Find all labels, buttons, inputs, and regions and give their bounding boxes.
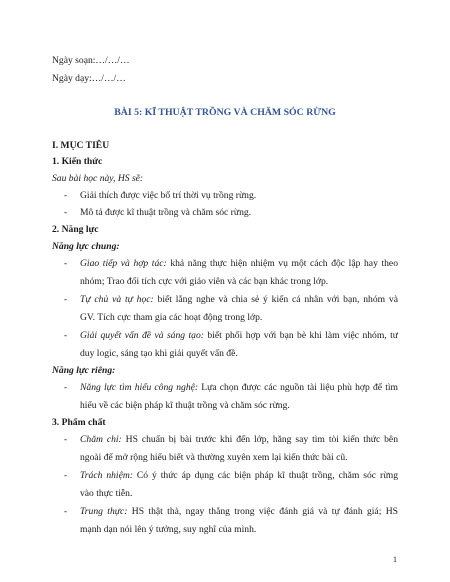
- item-label: Trung thực:: [80, 506, 128, 517]
- nang-luc-chung-item-line1: [80, 330, 398, 342]
- bullet-dash: -: [64, 258, 68, 269]
- pham-chat-item-line2: mạnh dạn nói lên ý tưởng, suy nghĩ của mình.: [80, 524, 257, 535]
- bullet-dash: -: [64, 330, 68, 341]
- item-label: Chăm chỉ:: [80, 434, 122, 445]
- bullet-dash: -: [64, 294, 68, 305]
- item-label: Giải quyết vấn đề và sáng tạo:: [80, 330, 204, 341]
- bullet-dash: -: [64, 207, 68, 218]
- nang-luc-chung-item-line1: [80, 294, 398, 306]
- pham-chat-item-line2: vào thực tiễn.: [80, 488, 133, 499]
- kien-thuc-intro: Sau bài học này, HS sẽ:: [52, 173, 144, 184]
- nang-luc-chung-item-line2: duy logic, sáng tạo khi giải quyết vấn đề.: [80, 348, 238, 359]
- bullet-dash: -: [64, 382, 68, 393]
- ngay-day: Ngày dạy:…/…/…: [52, 73, 126, 84]
- pham-chat-item-line1: [80, 434, 398, 446]
- bullet-dash: -: [64, 470, 68, 481]
- item-text: biết lắng nghe và chia sẻ ý kiến cá nhân với bạn, nhóm và: [153, 294, 398, 305]
- pham-chat-item-line1: [80, 506, 398, 518]
- item-label: Giao tiếp và hợp tác:: [80, 258, 167, 269]
- item-label: Tự chủ và tự học:: [80, 294, 154, 305]
- subsection-heading-kien-thuc: 1. Kiến thức: [52, 156, 103, 167]
- nang-luc-rieng-item-line2: hiểu về các biện pháp kĩ thuật trồng và chăm sóc rừng.: [80, 400, 290, 411]
- item-text: HS thật thà, ngay thẳng trong việc đánh giá và tự đánh giá; HS: [127, 506, 398, 517]
- item-text: HS chuẩn bị bài trước khi đến lớp, hăng say tìm tòi kiến thức bên: [121, 434, 398, 445]
- ngay-soan: Ngày soạn:…/…/…: [52, 55, 130, 66]
- pham-chat-item-line1: [80, 470, 398, 482]
- item-label: Năng lực tìm hiểu công nghệ:: [80, 382, 199, 393]
- kien-thuc-item: Mô tả được kĩ thuật trồng và chăm sóc rừng.: [80, 207, 252, 218]
- nang-luc-chung-item-line2: nhóm; Trao đổi tích cực với giáo viên và các bạn khác trong lớp.: [80, 276, 329, 287]
- item-text: biết phối hợp với bạn bè khi làm việc nhóm, tư: [203, 330, 398, 341]
- nang-luc-chung-heading: Năng lực chung:: [52, 241, 120, 252]
- subsection-heading-pham-chat: 3. Phẩm chất: [52, 417, 106, 428]
- item-text: Có ý thức áp dụng các biện pháp kĩ thuật trồng, chăm sóc rừng: [132, 470, 398, 481]
- lesson-title: BÀI 5: KĨ THUẬT TRỒNG VÀ CHĂM SÓC RỪNG: [114, 107, 336, 118]
- subsection-heading-nang-luc: 2. Năng lực: [52, 224, 99, 235]
- kien-thuc-item: Giải thích được việc bố trí thời vụ trồng rừng.: [80, 190, 257, 201]
- nang-luc-rieng-item-line1: [80, 382, 398, 394]
- item-text: Lựa chọn được các nguồn tài liệu phù hợp để tìm: [198, 382, 398, 393]
- nang-luc-chung-item-line2: GV. Tích cực tham gia các hoạt động trong lớp.: [80, 312, 263, 323]
- bullet-dash: -: [64, 506, 68, 517]
- bullet-dash: -: [64, 434, 68, 445]
- item-text: khả năng thực hiện nhiệm vụ một cách độc lập hay theo: [166, 258, 398, 269]
- nang-luc-chung-item-line1: [80, 258, 398, 270]
- item-label: Trách nhiệm:: [80, 470, 133, 481]
- section-heading-muc-tieu: I. MỤC TIÊU: [52, 140, 110, 151]
- pham-chat-item-line2: ngoài để mở rộng hiểu biết và thường xuyên xem lại kiến thức bài cũ.: [80, 452, 348, 463]
- page-number: 1: [393, 555, 397, 564]
- bullet-dash: -: [64, 190, 68, 201]
- nang-luc-rieng-heading: Năng lực riêng:: [52, 365, 116, 376]
